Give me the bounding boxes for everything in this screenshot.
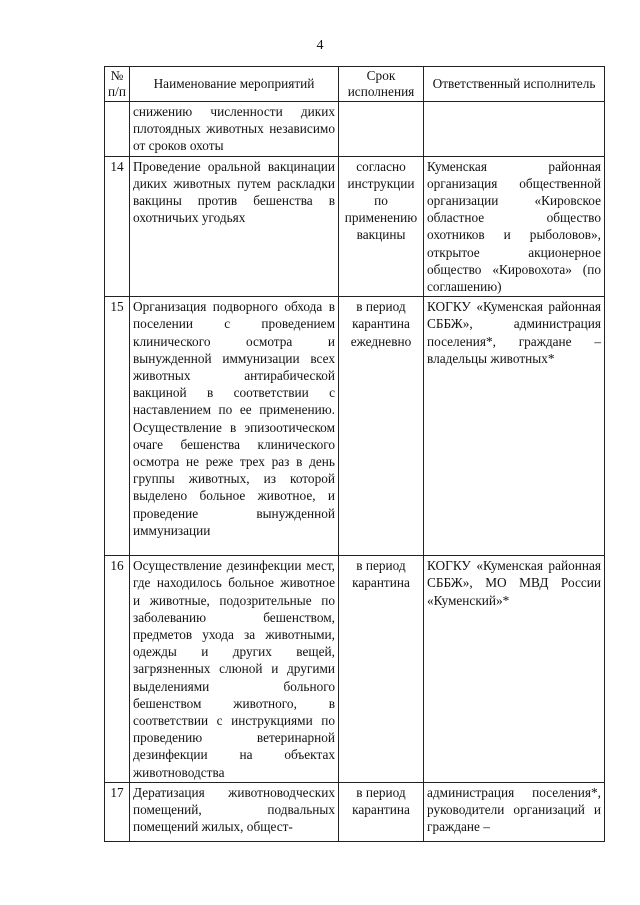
- table-row: [105, 156, 605, 297]
- table-row: [105, 297, 605, 556]
- row-responsible: администрация поселения*, руководители организаций и граждане –: [424, 782, 605, 841]
- row-number: 14: [105, 156, 130, 297]
- row-number: 16: [105, 556, 130, 783]
- row-name: Проведение оральной вакцинации диких животных путем раскладки вакцины против бешенства в охотничьих угодьях: [130, 156, 339, 297]
- table-header-row: [105, 67, 605, 102]
- header-name: Наименование мероприятий: [130, 67, 339, 102]
- header-term: Срок исполнения: [339, 67, 424, 102]
- row-responsible: Куменская районная организация общественной организации «Кировское областное общество охотников и рыболовов», открытое акционерное общество «Кировохота» (по соглашению): [424, 156, 605, 297]
- row-term: согласно инструкции по применению вакцины: [339, 156, 424, 297]
- row-responsible: КОГКУ «Куменская районная СББЖ», администрация поселения*, граждане – владельцы животных*: [424, 297, 605, 556]
- page-number: 4: [316, 38, 324, 53]
- row-number: 17: [105, 782, 130, 841]
- row-number: [105, 102, 130, 157]
- row-name: Осуществление дезинфекции мест, где находилось больное животное и животные, подозрительные по заболеванию бешенством, предметов ухода за животными, одежды и других вещей, загрязненных слюной и другими выделениями больного бешенством животного, в соответствии с инструкциями по проведению ветеринарной дезинфекции на объектах животноводства: [130, 556, 339, 783]
- row-term: в период карантина: [339, 782, 424, 841]
- header-responsible: Ответственный исполнитель: [424, 67, 605, 102]
- header-number: № п/п: [105, 67, 130, 102]
- measures-table: [104, 66, 605, 842]
- row-name: Организация подворного обхода в поселении с проведением клинического осмотра и вынужденной иммунизации всех животных антирабической вакциной в соответствии с наставлением по ее применению. Осуществление в эпизоотическом очаге бешенства клинического осмотра не реже трех раз в день группы животных, из которой выделено больное животное, и проведение вынужденной иммунизации: [130, 297, 339, 556]
- table-row: [105, 556, 605, 783]
- row-responsible: [424, 102, 605, 157]
- row-name: снижению численности диких плотоядных животных независимо от сроков охоты: [130, 102, 339, 157]
- row-term: [339, 102, 424, 157]
- row-number: 15: [105, 297, 130, 556]
- table-row: [105, 102, 605, 157]
- table-row: [105, 782, 605, 841]
- row-name: Дератизация животноводческих помещений, подвальных помещений жилых, общест-: [130, 782, 339, 841]
- row-responsible: КОГКУ «Куменская районная СББЖ», МО МВД России «Куменский»*: [424, 556, 605, 783]
- row-term: в период карантина: [339, 556, 424, 783]
- row-term: в период карантина ежедневно: [339, 297, 424, 556]
